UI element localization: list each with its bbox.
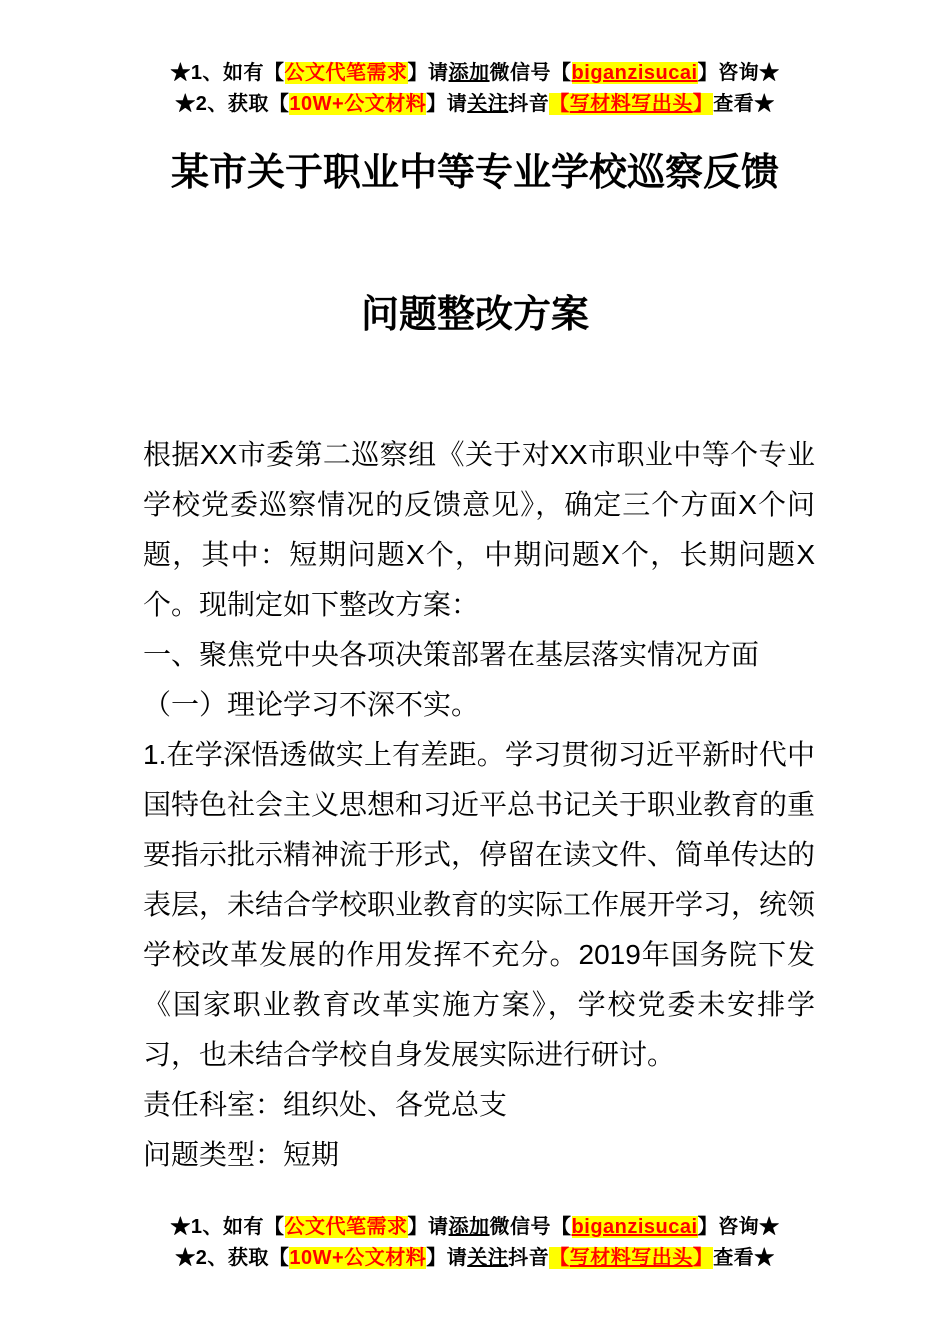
promo-footer (0, 1212, 950, 1274)
promo-highlight-wechat-id: biganzisucai (571, 62, 698, 84)
paragraph-subsection-heading: （一）理论学习不深不实。 (143, 689, 480, 720)
promo-highlight-materials: 10W+公文材料 (289, 1247, 427, 1269)
bracket-open: 【 (264, 1216, 285, 1238)
bracket-open: 【 (264, 62, 285, 84)
promo-text: 微信号 (489, 62, 552, 84)
promo-footer-line-1 (0, 1212, 950, 1243)
promo-text: 抖音 (508, 1247, 550, 1269)
bracket-open: 【 (549, 93, 570, 115)
promo-header-line-2 (0, 89, 950, 120)
bracket-close: 】 (407, 1216, 429, 1238)
promo-highlight-wechat-id: biganzisucai (571, 1216, 698, 1238)
bracket-open: 【 (551, 1216, 572, 1238)
bracket-close: 】 (426, 93, 447, 115)
promo-text: 微信号 (489, 1216, 552, 1238)
promo-suffix: 查看★ (713, 1247, 775, 1269)
promo-prefix: ★2、获取 (175, 1247, 269, 1269)
promo-highlight-service: 公文代笔需求 (284, 62, 408, 84)
paragraph-issue-detail: 1.在学深悟透做实上有差距。学习贯彻习近平新时代中国特色社会主义思想和习近平总书记关于职业教育的重要指示批示精神流于形式，停留在读文件、简单传达的表层，未结合学校职业教育的实际工作展开学习，统领学校改革发展的作用发挥不充分。2019年国务院下发《国家职业教育改革实施方案》，学校党委未安排学习，也未结合学校自身发展实际进行研讨。 (143, 739, 816, 1070)
promo-prefix: ★1、如有 (170, 1216, 265, 1238)
promo-underline-action: 关注 (467, 93, 509, 115)
promo-text: 请 (428, 1216, 449, 1238)
bracket-close: 】 (692, 93, 714, 115)
paragraph-intro: 根据XX市委第二巡察组《关于对XX市职业中等个专业学校党委巡察情况的反馈意见》，确定三个方面X个问题，其中：短期问题X个，中期问题X个，长期问题X个。现制定如下整改方案： (143, 439, 815, 620)
promo-suffix: 咨询★ (718, 62, 780, 84)
promo-suffix: 咨询★ (718, 1216, 780, 1238)
document-title-line-1: 某市关于职业中等专业学校巡察反馈 (170, 152, 779, 194)
promo-highlight-douyin-id: 写材料写出头 (569, 93, 693, 115)
document-title-line-2: 问题整改方案 (360, 294, 589, 336)
bracket-open: 【 (549, 1247, 570, 1269)
paragraph-issue-type: 问题类型：短期 (143, 1139, 340, 1170)
paragraph-responsible-dept: 责任科室：组织处、各党总支 (143, 1089, 508, 1120)
bracket-close: 】 (426, 1247, 447, 1269)
promo-header (0, 58, 950, 120)
paragraph-section-heading: 一、聚焦党中央各项决策部署在基层落实情况方面 (143, 639, 760, 670)
bracket-open: 【 (268, 93, 290, 115)
promo-text: 抖音 (508, 93, 550, 115)
promo-highlight-douyin-id: 写材料写出头 (569, 1247, 693, 1269)
bracket-open: 【 (551, 62, 572, 84)
promo-underline-action: 关注 (467, 1247, 509, 1269)
promo-text: 请 (428, 62, 449, 84)
promo-prefix: ★2、获取 (175, 93, 269, 115)
bracket-close: 】 (697, 1216, 719, 1238)
bracket-close: 】 (697, 62, 719, 84)
bracket-open: 【 (268, 1247, 290, 1269)
promo-underline-action: 添加 (448, 1216, 490, 1238)
promo-prefix: ★1、如有 (170, 62, 265, 84)
bracket-close: 】 (692, 1247, 714, 1269)
promo-text: 请 (446, 93, 468, 115)
bracket-close: 】 (407, 62, 429, 84)
promo-underline-action: 添加 (448, 62, 490, 84)
promo-highlight-materials: 10W+公文材料 (289, 93, 427, 115)
promo-text: 请 (446, 1247, 468, 1269)
promo-footer-line-2 (0, 1243, 950, 1274)
promo-header-line-1 (0, 58, 950, 89)
document-body (143, 430, 815, 1180)
promo-suffix: 查看★ (713, 93, 775, 115)
promo-highlight-service: 公文代笔需求 (284, 1216, 408, 1238)
